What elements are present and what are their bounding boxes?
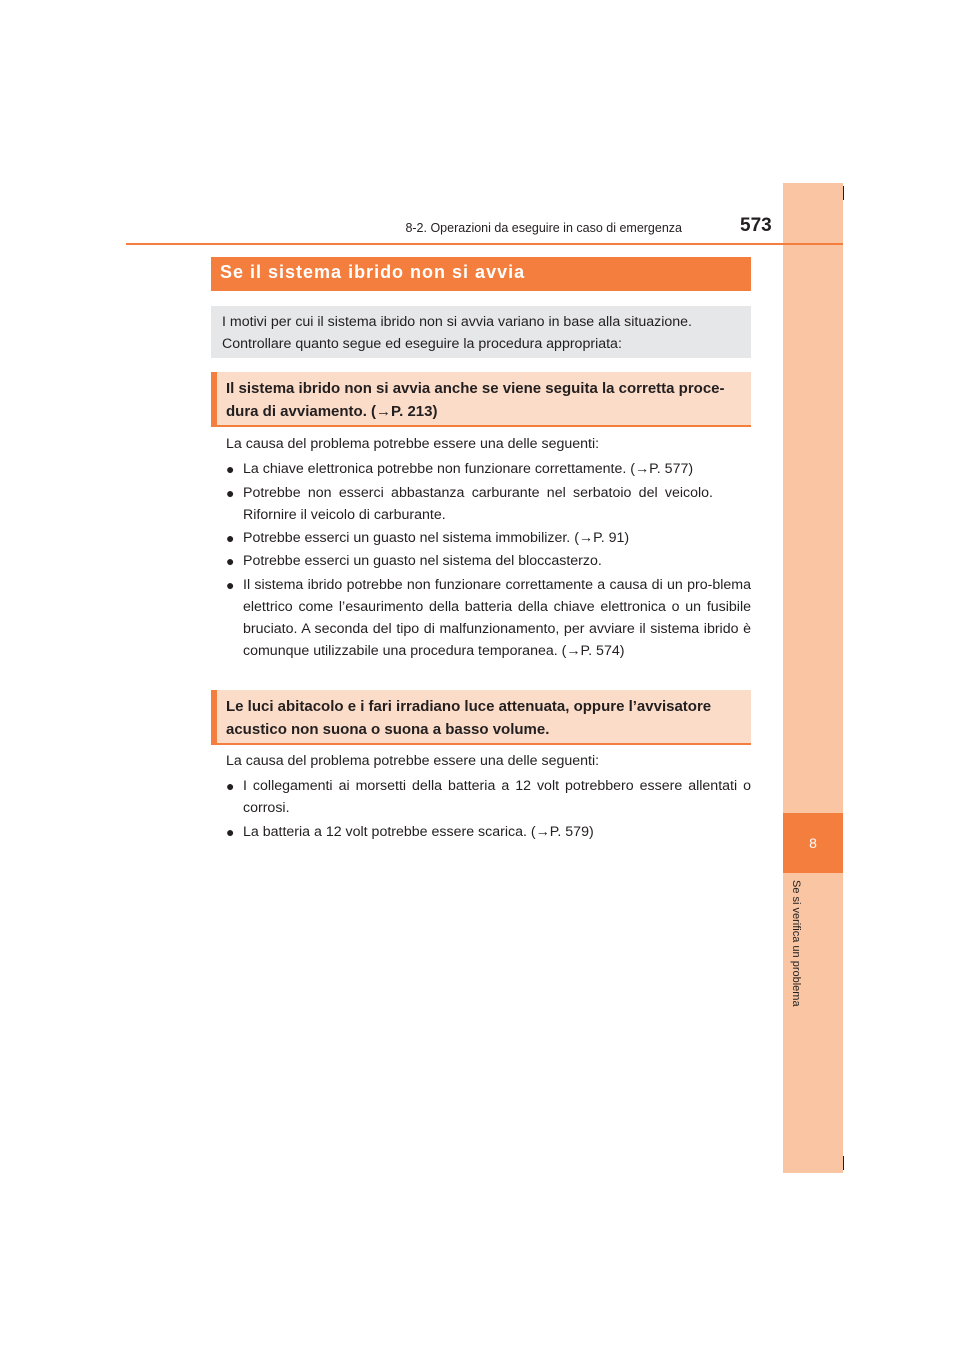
chapter-title-label: Se si verifica un problema: [790, 880, 802, 1007]
bullet-icon: ●: [226, 461, 235, 477]
list-item: [226, 527, 751, 549]
section-1-lead: La causa del problema potrebbe essere una delle seguenti:: [226, 436, 600, 452]
section-2-lead: La causa del problema potrebbe essere una delle seguenti:: [226, 753, 600, 769]
list-item: [226, 550, 751, 572]
bullet-icon: ●: [226, 577, 235, 593]
list-item-text: Potrebbe esserci un guasto nel sistema del bloccasterzo.: [243, 553, 602, 569]
list-item: [226, 482, 751, 526]
list-item-text: I collegamenti ai morsetti della batteria a 12 volt potrebbero essere allentati o corrosi.: [243, 778, 751, 816]
list-item: [226, 458, 751, 480]
bullet-icon: ●: [226, 824, 235, 840]
intro-box: I motivi per cui il sistema ibrido non si avvia variano in base alla situazione. Controllare quanto segue ed eseguire la procedura appropriata:: [211, 306, 751, 358]
list-item-text: Il sistema ibrido potrebbe non funzionare correttamente a causa di un pro-blema elettrico come l’esaurimento della batteria della chiave elettronica o un fusibile bruciato. A seconda del tipo di malfunzionamento, per avviare il sistema ibrido è comunque utilizzabile una procedura temporanea. (→P. 574): [243, 577, 751, 659]
bullet-icon: ●: [226, 530, 235, 546]
section-2-heading: Le luci abitacolo e i fari irradiano luce attenuata, oppure l’avvisatore acustico non suona o suona a basso volume.: [211, 690, 751, 745]
bullet-icon: ●: [226, 778, 235, 794]
bullet-icon: ●: [226, 485, 235, 501]
list-item: [226, 574, 751, 662]
list-item: [226, 775, 751, 819]
list-item-text: La chiave elettronica potrebbe non funzionare correttamente. (→P. 577): [243, 461, 694, 477]
page-title: Se il sistema ibrido non si avvia: [211, 257, 751, 291]
chapter-number-badge: 8: [783, 813, 843, 873]
crop-mark-bottom: [843, 1156, 844, 1170]
bullet-icon: ●: [226, 553, 235, 569]
crop-mark-top: [843, 186, 844, 200]
list-item: [226, 821, 751, 843]
header-section-title: 8-2. Operazioni da eseguire in caso di emergenza: [405, 221, 682, 235]
list-item-text: La batteria a 12 volt potrebbe essere scarica. (→P. 579): [243, 824, 594, 840]
section-1-heading: Il sistema ibrido non si avvia anche se viene seguita la corretta proce-dura di avviamento. (→P. 213): [211, 372, 751, 427]
list-item-text: Potrebbe esserci un guasto nel sistema immobilizer. (→P. 91): [243, 530, 630, 546]
page-number: 573: [740, 215, 772, 236]
header-rule: [126, 243, 843, 245]
list-item-text: Potrebbe non esserci abbastanza carburante nel serbatoio del veicolo. Rifornire il veicolo di carburante.: [243, 485, 713, 523]
